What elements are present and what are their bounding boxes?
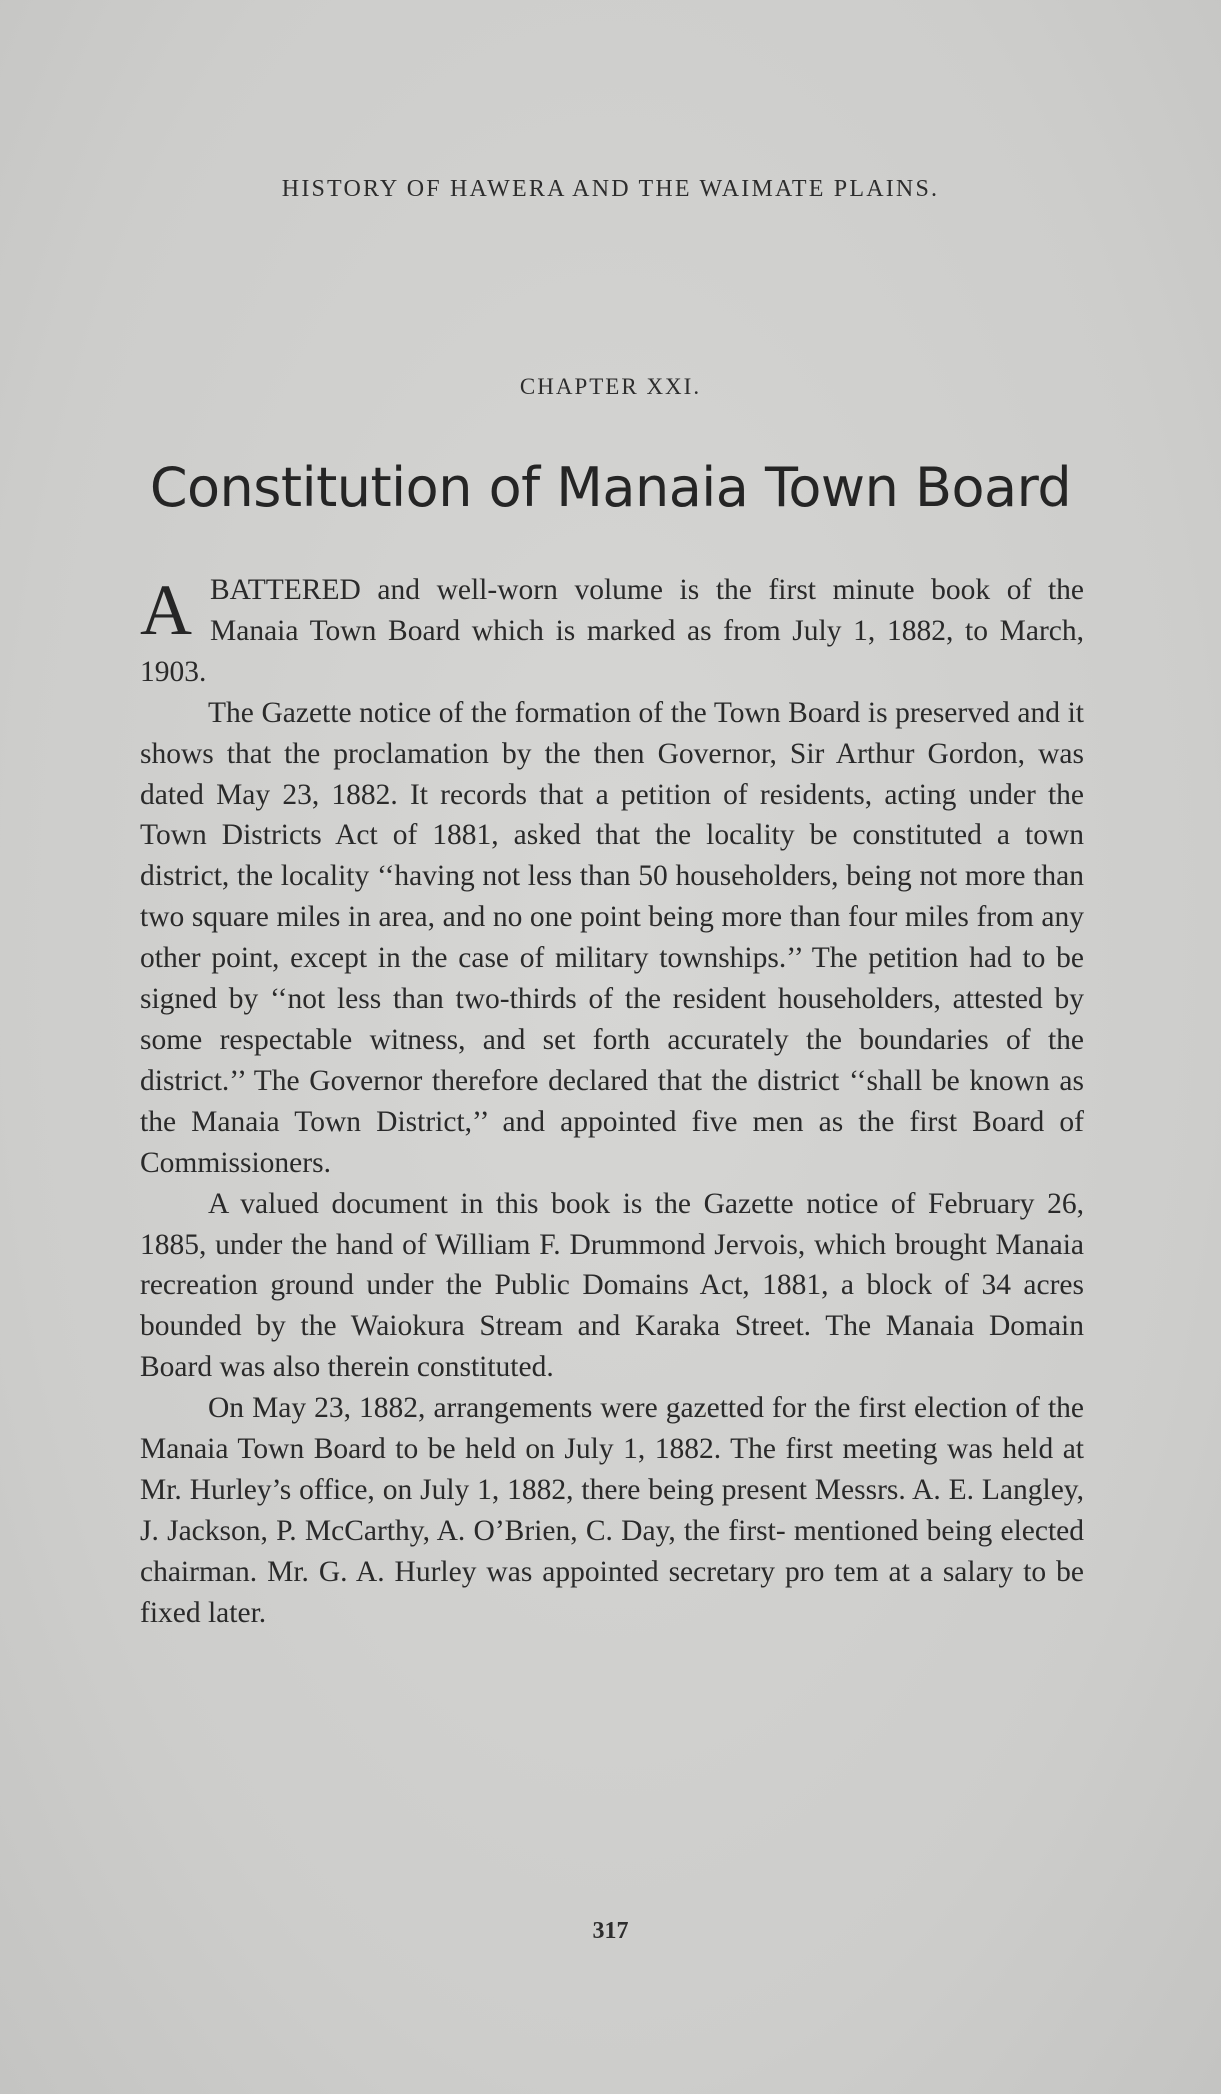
- body-text: [140, 570, 1084, 1634]
- paragraph-1-text: BATTERED and well-worn volume is the first minute book of the Manaia Town Board which is marked as from July 1, 1882, to March, 1903.: [140, 574, 1084, 688]
- drop-cap: A: [140, 570, 192, 650]
- running-head: HISTORY OF HAWERA AND THE WAIMATE PLAINS.: [281, 176, 940, 202]
- chapter-title: Constitution of Manaia Town Board: [149, 456, 1072, 519]
- page-number: 317: [592, 1918, 629, 1944]
- paragraph-4: On May 23, 1882, arrangements were gazetted for the first election of the Manaia Town Board to be held on July 1, 1882. The first meeting was held at Mr. Hurley’s office, on July 1, 1882, there being present Messrs. A. E. Langley, J. Jackson, P. McCarthy, A. O’Brien, C. Day, the first- mentioned being elected chairman. Mr. G. A. Hurley was appointed secretary pro tem at a salary to be fixed later.: [140, 1392, 1084, 1629]
- chapter-number: CHAPTER XXI.: [519, 374, 702, 399]
- paragraph-1: [140, 570, 1084, 693]
- paragraph-3: A valued document in this book is the Gazette notice of February 26, 1885, under the hand of William F. Drummond Jervois, which brought Manaia recreation ground under the Public Domains Act, 1881, a block of 34 acres bounded by the Waiokura Stream and Karaka Street. The Manaia Domain Board was also therein constituted.: [140, 1187, 1084, 1384]
- paragraph-2: The Gazette notice of the formation of the Town Board is preserved and it shows that the proclamation by the then Governor, Sir Arthur Gordon, was dated May 23, 1882. It records that a petition of residents, acting under the Town Districts Act of 1881, asked that the locality be constituted a town district, the locality ‘‘having not less than 50 householders, being not more than two square miles in area, and no one point being more than four miles from any other point, except in the case of military townships.’’ The petition had to be signed by ‘‘not less than two-thirds of the resident householders, attested by some respectable witness, and set forth accurately the boundaries of the district.’’ The Governor therefore declared that the district ‘‘shall be known as the Manaia Town District,’’ and appointed five men as the first Board of Commissioners.: [140, 696, 1084, 1179]
